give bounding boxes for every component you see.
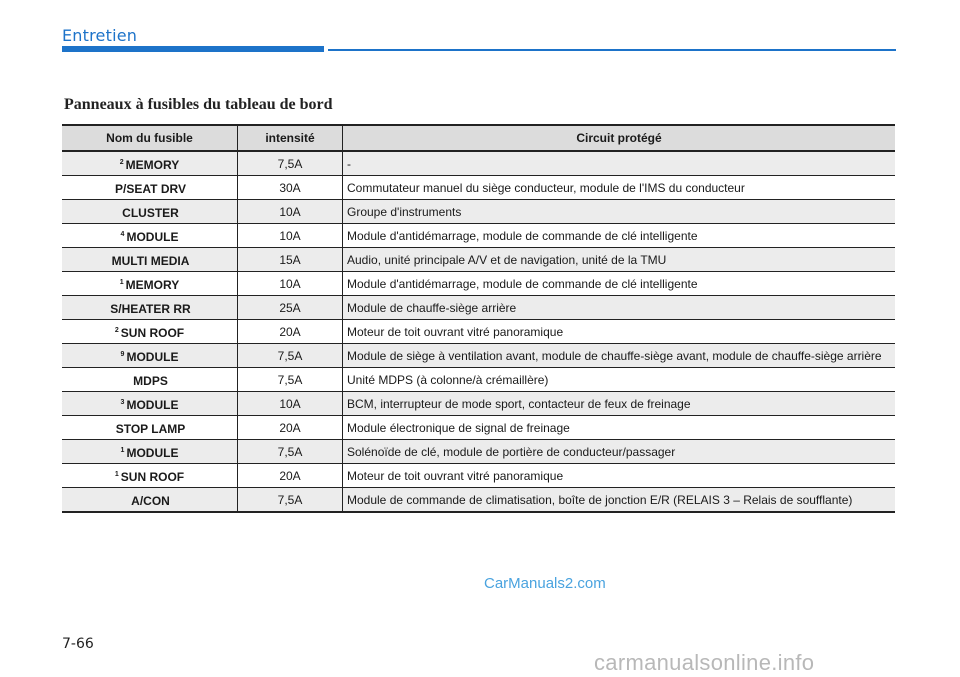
fuse-amperage: 25A [238, 296, 343, 320]
fuse-name-cell [62, 392, 238, 416]
fuse-amperage: 7,5A [238, 440, 343, 464]
fuse-circuit: Audio, unité principale A/V et de navigation, unité de la TMU [343, 248, 896, 272]
fuse-name: MODULE [126, 229, 179, 244]
fuse-name-cell [62, 320, 238, 344]
table-row [62, 488, 895, 513]
table-row [62, 296, 895, 320]
fuse-name: MEMORY [125, 277, 180, 292]
fuse-name-cell [62, 440, 238, 464]
fuse-circuit: Module de siège à ventilation avant, module de chauffe-siège avant, module de chauffe-siège arrière [343, 344, 896, 368]
fuse-circuit: BCM, interrupteur de mode sport, contacteur de feux de freinage [343, 392, 896, 416]
fuse-amperage: 15A [238, 248, 343, 272]
column-header-fuse-name: Nom du fusible [62, 125, 238, 151]
column-header-circuit: Circuit protégé [343, 125, 896, 151]
fuse-superscript: 2 [114, 326, 119, 334]
fuse-name-cell [62, 488, 238, 513]
fuse-circuit: Module de commande de climatisation, boîte de jonction E/R (RELAIS 3 – Relais de soufflante) [343, 488, 896, 513]
header-rule-thick [62, 46, 324, 52]
fuse-name-cell [62, 416, 238, 440]
page-number: 7-66 [62, 636, 94, 652]
fuse-superscript: 1 [120, 446, 125, 454]
table-row [62, 344, 895, 368]
table-row [62, 320, 895, 344]
watermark-link[interactable]: CarManuals2.com [484, 575, 606, 592]
fuse-circuit: - [343, 151, 896, 176]
fuse-circuit: Module de chauffe-siège arrière [343, 296, 896, 320]
table-row [62, 464, 895, 488]
table-row [62, 272, 895, 296]
fuse-amperage: 30A [238, 176, 343, 200]
fuse-name-cell [62, 272, 238, 296]
fuse-name-cell [62, 224, 238, 248]
fuse-name: MEMORY [125, 157, 180, 172]
fuse-superscript: 2 [119, 158, 124, 166]
fuse-amperage: 10A [238, 224, 343, 248]
table-row [62, 440, 895, 464]
table-row [62, 151, 895, 176]
column-header-amperage: intensité [238, 125, 343, 151]
fuse-amperage: 20A [238, 320, 343, 344]
fuse-circuit: Module électronique de signal de freinage [343, 416, 896, 440]
fuse-name: MDPS [133, 373, 168, 388]
fuse-circuit: Module d'antidémarrage, module de commande de clé intelligente [343, 272, 896, 296]
fuse-superscript: 4 [120, 230, 125, 238]
table-row [62, 248, 895, 272]
section-title: Entretien [62, 26, 138, 45]
fuse-table [62, 124, 895, 513]
page-heading: Panneaux à fusibles du tableau de bord [64, 96, 333, 113]
fuse-amperage: 10A [238, 200, 343, 224]
table-row [62, 368, 895, 392]
table-header-row [62, 125, 895, 151]
table-row [62, 176, 895, 200]
fuse-name: CLUSTER [122, 205, 179, 220]
footer-watermark: carmanualsonline.info [594, 650, 815, 675]
fuse-superscript: 3 [120, 398, 125, 406]
fuse-amperage: 10A [238, 272, 343, 296]
fuse-name-cell [62, 344, 238, 368]
fuse-circuit: Moteur de toit ouvrant vitré panoramique [343, 320, 896, 344]
header-rule-thin [328, 49, 896, 51]
fuse-circuit: Solénoïde de clé, module de portière de conducteur/passager [343, 440, 896, 464]
fuse-circuit: Groupe d'instruments [343, 200, 896, 224]
fuse-name-cell [62, 368, 238, 392]
fuse-name: SUN ROOF [120, 325, 185, 340]
fuse-amperage: 7,5A [238, 151, 343, 176]
fuse-name: P/SEAT DRV [115, 181, 186, 196]
fuse-superscript: 9 [120, 350, 125, 358]
fuse-name: A/CON [131, 493, 170, 508]
fuse-name: MODULE [126, 349, 179, 364]
fuse-name: MULTI MEDIA [111, 253, 190, 268]
fuse-amperage: 7,5A [238, 488, 343, 513]
fuse-circuit: Commutateur manuel du siège conducteur, module de l'IMS du conducteur [343, 176, 896, 200]
fuse-amperage: 10A [238, 392, 343, 416]
fuse-circuit: Unité MDPS (à colonne/à crémaillère) [343, 368, 896, 392]
fuse-name-cell [62, 464, 238, 488]
fuse-name: MODULE [126, 397, 179, 412]
fuse-superscript: 1 [119, 278, 124, 286]
fuse-name-cell [62, 176, 238, 200]
fuse-name: MODULE [126, 445, 179, 460]
table-row [62, 200, 895, 224]
fuse-name-cell [62, 200, 238, 224]
fuse-name: S/HEATER RR [110, 301, 191, 316]
table-row [62, 224, 895, 248]
fuse-amperage: 20A [238, 464, 343, 488]
fuse-name-cell [62, 248, 238, 272]
fuse-amperage: 7,5A [238, 368, 343, 392]
fuse-superscript: 1 [114, 470, 119, 478]
table-row [62, 392, 895, 416]
fuse-name-cell [62, 296, 238, 320]
fuse-circuit: Moteur de toit ouvrant vitré panoramique [343, 464, 896, 488]
fuse-name-cell [62, 151, 238, 176]
fuse-name: SUN ROOF [120, 469, 185, 484]
fuse-circuit: Module d'antidémarrage, module de commande de clé intelligente [343, 224, 896, 248]
table-row [62, 416, 895, 440]
fuse-name: STOP LAMP [115, 421, 186, 436]
fuse-amperage: 20A [238, 416, 343, 440]
fuse-amperage: 7,5A [238, 344, 343, 368]
